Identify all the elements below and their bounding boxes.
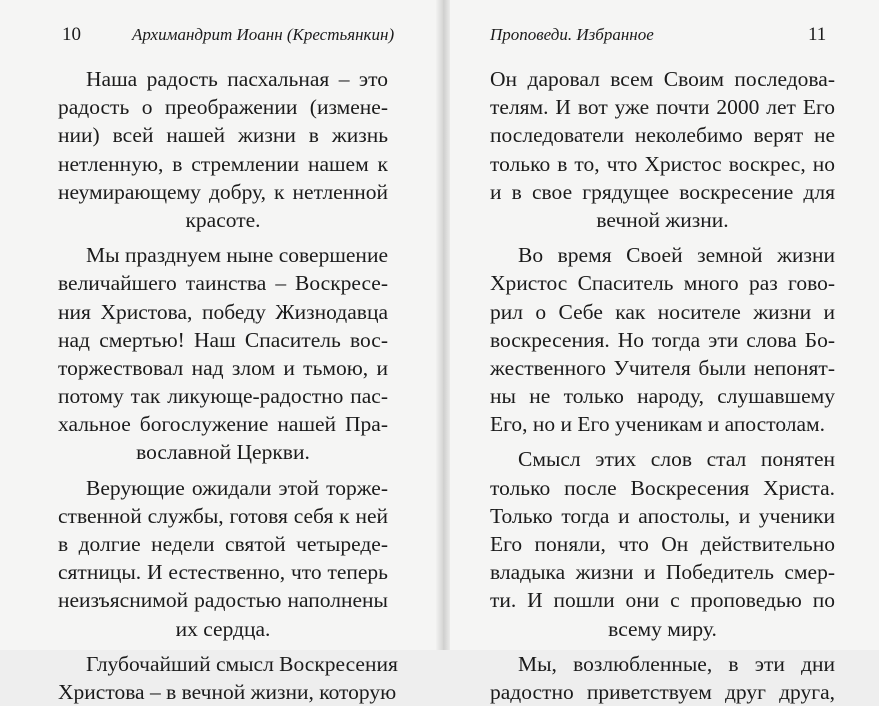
text-line: Мы, возлюбленные, в эти дни (518, 651, 835, 676)
right-page-body (490, 65, 835, 706)
text-line: сятницы. И естественно, что теперь (58, 560, 388, 585)
text-line: красоте. (185, 207, 261, 232)
left-page (0, 0, 436, 704)
text-line: Во время Своей земной жизни (518, 243, 835, 268)
text-line: Верующие ожидали этой торже- (86, 475, 388, 500)
right-page (450, 0, 879, 704)
text-line: Наша радость пасхальная – это (86, 67, 388, 91)
text-line: их сердца. (175, 616, 271, 641)
page-number: 10 (62, 24, 81, 45)
text-line: владыка жизни и Победитель смер- (490, 560, 835, 585)
paragraph (58, 474, 388, 643)
text-line: Смысл этих слов стал понятен (518, 447, 835, 472)
text-line: ны не только народу, слушавшему (490, 384, 835, 409)
text-line: ния Христова, победу Жизнодавца (58, 299, 388, 324)
text-line: радость о преображении (измене- (58, 95, 388, 120)
left-page-header (0, 24, 436, 50)
text-line: ственной службы, готовя себя к ней (58, 503, 388, 528)
text-line: над смертью! Наш Спаситель вос- (58, 327, 388, 352)
text-line: только после Воскресения Христа. (490, 475, 835, 500)
text-line: Его поняли, что Он действительно (490, 532, 835, 556)
text-line: Его, но и Его ученикам и апостолам. (490, 412, 826, 437)
text-line: всему миру. (608, 616, 717, 641)
text-line: Глубочайший смысл Воскресения (86, 651, 398, 676)
text-line: нии) всей нашей жизни в жизнь (58, 123, 388, 148)
running-head: Архимандрит Иоанн (Крестьянкин) (132, 25, 395, 44)
text-line: рил о Себе как носителе жизни и (490, 299, 835, 324)
text-line: торжествовал над злом и тьмою, и (58, 355, 388, 380)
paragraph (490, 445, 835, 642)
text-line: Только тогда и апостолы, и ученики (490, 503, 835, 528)
running-head: Проповеди. Избранное (490, 25, 654, 44)
paragraph (58, 65, 388, 234)
text-line: Мы празднуем ныне совершение (86, 243, 388, 268)
text-line: неумирающему добру, к нетленной (58, 179, 388, 204)
paragraph (58, 650, 398, 706)
text-line: радостно приветствуем друг друга, (490, 679, 835, 704)
text-line: вославной Церкви. (136, 440, 310, 465)
text-line: только в то, что Христос воскрес, но (490, 151, 835, 176)
text-line: величайшего таинства – Воскресе- (58, 271, 388, 296)
text-line: вечной жизни. (596, 207, 729, 232)
text-line: неизъяснимой радостью наполнены (58, 588, 388, 613)
text-line: ти. И пошли они с проповедью по (490, 588, 835, 613)
text-line: телям. И вот уже почти 2000 лет Его (490, 95, 835, 120)
text-line: жественного Учителя были непонят- (490, 355, 835, 380)
paragraph (490, 241, 835, 438)
text-line: Христос Спаситель много раз гово- (490, 271, 835, 296)
text-line: нетленную, в стремлении нашем к (58, 151, 388, 176)
paragraph (490, 650, 835, 706)
text-line: Он даровал всем Своим последова- (490, 67, 835, 91)
book-gutter (436, 0, 450, 650)
right-page-header (450, 24, 879, 50)
paragraph (58, 241, 388, 467)
left-page-body (58, 65, 398, 706)
text-line: хальное богослужение нашей Пра- (58, 412, 388, 437)
text-line: потому так ликующе-радостно пас- (58, 384, 388, 409)
text-line: воскресения. Но тогда эти слова Бо- (490, 327, 835, 352)
text-line: в долгие недели святой четыреде- (58, 532, 388, 556)
paragraph (490, 65, 835, 234)
text-line: и в свое грядущее воскресение для (490, 179, 835, 204)
text-line: Христова – в вечной жизни, которую (58, 679, 397, 704)
page-number: 11 (808, 24, 827, 45)
text-line: последователи неколебимо верят не (490, 123, 835, 148)
